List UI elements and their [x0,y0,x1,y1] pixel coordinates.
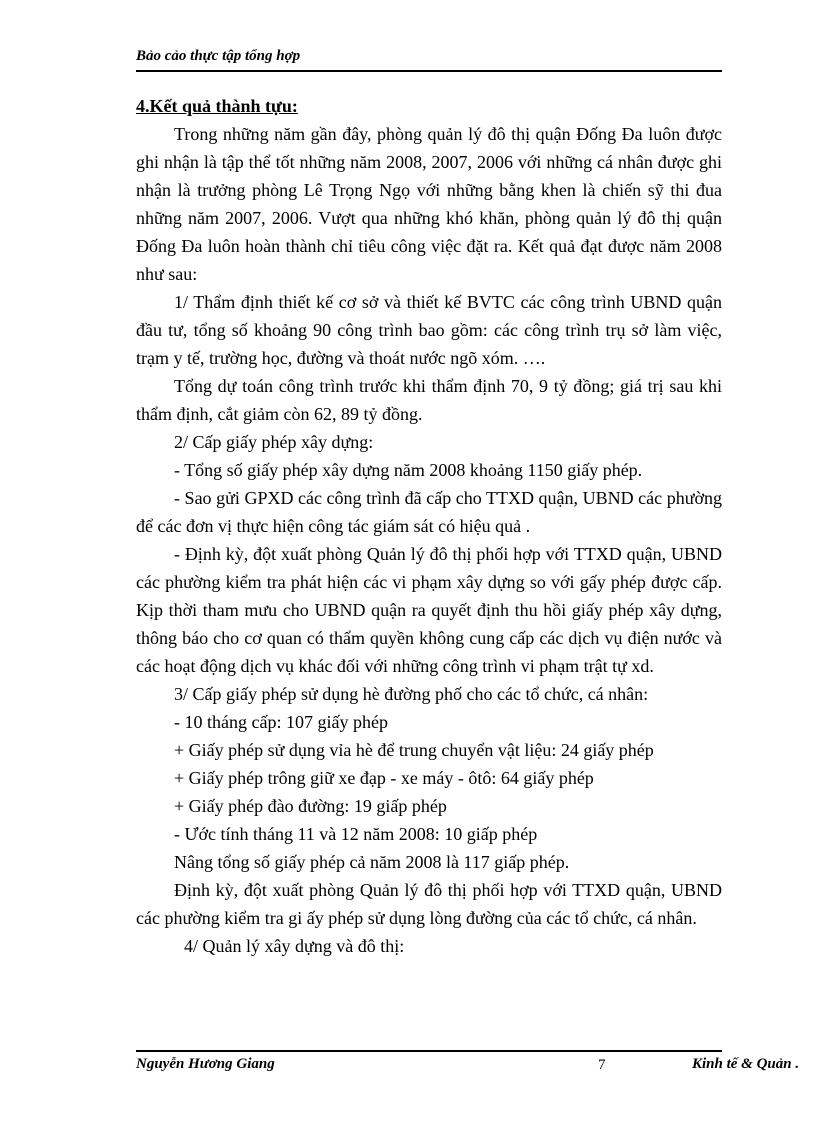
footer-divider [136,1050,722,1052]
list-item-sidewalk-permits: + Giấy phép sử dụng vỉa hè để trung chuyển vật liệu: 24 giấy phép [174,740,654,760]
list-item-ten-months: - 10 tháng cấp: 107 giấy phép [174,712,388,732]
page-header-title: Bảo cảo thực tập tổng hợp [136,48,301,64]
paragraph-street-use-heading: 3/ Cấp giấy phép sử dụng hè đường phố cho các tổ chức, cá nhân: [174,684,649,704]
paragraph-achievements-intro: Trong những năm gần đây, phòng quản lý đô thị quận Đống Đa luôn được ghi nhận là tập thể tốt những năm 2008, 2007, 2006 với những cá nhân được ghi nhận là trưởng phòng Lê Trọng Ngọ với những bằng khen là chiến sỹ thi đua những năm 2007, 2006. Vượt qua những khó khăn, phòng quản lý đô thị quận Đống Đa luôn hoàn thành chỉ tiêu công việc đặt ra. Kết quả đạt được năm 2008 như sau: [136,124,722,284]
page-number: 7 [598,1057,606,1073]
paragraph-total-estimate: Tổng dự toán công trình trước khi thẩm định 70, 9 tỷ đồng; giá trị sau khi thẩm định, cắt giảm còn 62, 89 tỷ đồng. [136,376,722,424]
paragraph-road-permit-inspection: Định kỳ, đột xuất phòng Quản lý đô thị phối hợp với TTXD quận, UBND các phường kiểm tra gi ấy phép sử dụng lòng đường của các tổ chức, cá nhân. [136,880,722,928]
paragraph-construction-management-heading: 4/ Quản lý xây dựng và đô thị: [184,936,405,956]
list-item-excavation-permits: + Giấy phép đào đường: 19 giấp phép [174,796,447,816]
document-body [136,92,722,960]
section-title: 4.Kết quả thành tựu: [136,96,298,116]
list-item-year-total: Nâng tổng số giấy phép cả năm 2008 là 117 giấp phép. [174,852,570,872]
footer-author: Nguyễn Hương Giang [136,1056,275,1072]
paragraph-permit-total: - Tổng số giấy phép xây dựng năm 2008 khoảng 1150 giấy phép. [174,460,643,480]
list-item-parking-permits: + Giấy phép trông giữ xe đạp - xe máy - ôtô: 64 giấy phép [174,768,594,788]
footer-department: Kinh tế & Quản . [692,1056,800,1072]
paragraph-permit-copies: - Sao gửi GPXD các công trình đã cấp cho TTXD quận, UBND các phường để các đơn vị thực hiện công tác giám sát có hiệu quả . [136,488,722,536]
paragraph-design-appraisal: 1/ Thẩm định thiết kế cơ sở và thiết kế BVTC các công trình UBND quận đầu tư, tổng số khoảng 90 công trình bao gồm: các công trình trụ sở làm việc, trạm y tế, trường học, đường và thoát nước ngõ xóm. …. [136,292,722,368]
list-item-estimate-nov-dec: - Ước tính tháng 11 và 12 năm 2008: 10 giấp phép [174,824,538,844]
paragraph-permit-heading: 2/ Cấp giấy phép xây dựng: [174,432,374,452]
header-divider [136,70,722,72]
paragraph-periodic-inspection: - Định kỳ, đột xuất phòng Quản lý đô thị phối hợp với TTXD quận, UBND các phường kiểm tra phát hiện các vi phạm xây dựng so với gấy phép được cấp. Kịp thời tham mưu cho UBND quận ra quyết định thu hồi giấy phép xây dựng, thông báo cho cơ quan có thẩm quyền không cung cấp các dịch vụ điện nước và các hoạt động dịch vụ khác đối với những công trình vi phạm trật tự xd. [136,544,722,676]
